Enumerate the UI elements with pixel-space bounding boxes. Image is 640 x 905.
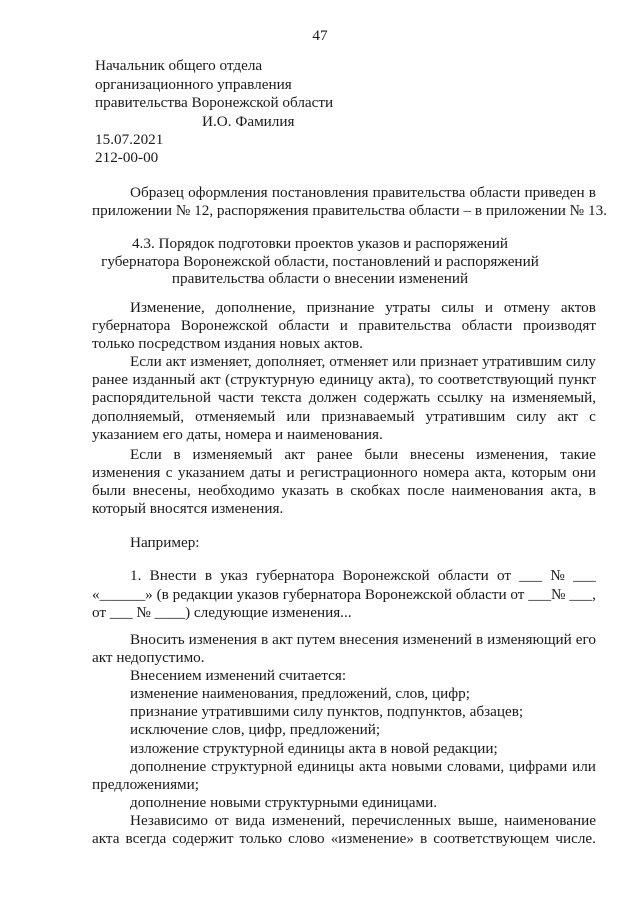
paragraph-line: только посредством издания новых актов.: [92, 335, 363, 352]
paragraph-line: [130, 812, 596, 830]
word: признает: [420, 353, 479, 370]
word: единицу: [319, 371, 374, 389]
word: или: [392, 353, 417, 370]
word: дополняет,: [255, 353, 326, 370]
word: были: [364, 446, 399, 463]
word: скобках: [350, 482, 401, 499]
word: акт: [272, 631, 293, 648]
signature-position-line: правительства Воронежской области: [95, 94, 334, 111]
word: Независимо: [130, 812, 209, 829]
list-item: дополнение новыми структурными единицами.: [130, 794, 437, 811]
word: правительства: [372, 184, 466, 201]
word: ранее: [316, 446, 353, 463]
word: словами,: [447, 758, 505, 775]
word: то: [419, 371, 434, 389]
word: в: [476, 631, 484, 648]
paragraph-line: указанием его даты, номера и наименования.: [92, 425, 383, 443]
word: приведен: [524, 184, 585, 201]
word: изменений,: [271, 812, 346, 829]
word: Изменение,: [130, 299, 205, 316]
word: от: [496, 567, 512, 584]
word: «______»: [92, 585, 153, 603]
word: наименование: [504, 812, 596, 829]
word: необходимо: [197, 482, 275, 499]
word: путем: [296, 631, 336, 648]
word: изменения: [92, 464, 161, 481]
word: Воронежской: [180, 317, 268, 334]
word: соответствующий: [437, 371, 554, 389]
word: текста: [260, 389, 302, 407]
word: Образец: [130, 184, 184, 201]
word: ___№: [528, 585, 566, 603]
word: и: [286, 464, 295, 481]
paragraph-line: [130, 299, 596, 317]
word: признание: [306, 299, 375, 316]
paragraph-line: который вносятся изменения.: [92, 500, 284, 517]
word: после: [407, 482, 445, 499]
section-heading-line: губернатора Воронежской области, постановлений и распоряжений: [101, 252, 539, 270]
word: утратившим: [482, 353, 562, 370]
word: или: [572, 758, 596, 775]
word: дополнение,: [215, 299, 296, 316]
word: отмену: [503, 299, 550, 316]
word: губернатора: [256, 567, 335, 584]
word: Вносить: [130, 631, 185, 648]
section-heading-line: 4.3. Порядок подготовки проектов указов и распоряжений: [131, 235, 509, 252]
word: оформления: [188, 184, 268, 201]
paragraph-line: [92, 482, 596, 500]
word: Если: [130, 353, 162, 370]
word: отменяемый: [195, 407, 276, 425]
word: изданный: [132, 371, 196, 389]
word: от: [214, 812, 229, 829]
word: слово: [288, 830, 325, 847]
word: и: [339, 317, 348, 334]
word: отменяет: [329, 353, 389, 370]
word: производят: [522, 317, 596, 334]
paragraph-line: [92, 408, 596, 426]
word: в: [173, 446, 181, 463]
word: содержать: [363, 389, 431, 407]
paragraph-line: [92, 586, 596, 604]
word: акт: [557, 407, 579, 425]
word: от: [510, 585, 525, 603]
word: утраты: [385, 299, 431, 316]
word: силу: [516, 407, 547, 425]
word: ___: [519, 567, 543, 584]
page-number: 47: [312, 27, 328, 44]
list-item: признание утратившими силу пунктов, подпунктов, абзацев;: [130, 703, 524, 721]
word: (в: [156, 585, 169, 603]
word: акт: [284, 446, 305, 463]
word: в: [336, 482, 344, 499]
word: новыми: [391, 758, 443, 775]
word: с: [589, 407, 596, 425]
example-label: Например:: [130, 534, 200, 551]
word: распорядительной: [92, 389, 211, 407]
word: (структурную: [225, 371, 315, 389]
word: дополнение: [130, 758, 207, 775]
word: 1.: [130, 567, 142, 584]
sample-note-line: [130, 184, 596, 202]
paragraph-line: [92, 317, 596, 335]
word: и: [484, 299, 493, 316]
word: области: [461, 317, 513, 334]
word: с: [165, 464, 173, 481]
paragraph-line: [130, 446, 596, 464]
word: губернатора: [92, 317, 171, 334]
word: в: [420, 830, 428, 847]
word: только: [239, 830, 283, 847]
word: области: [455, 585, 507, 603]
paragraph-line: Внесением изменений считается:: [130, 667, 347, 684]
word: были: [92, 482, 126, 499]
list-item: изложение структурной единицы акта в новой редакции;: [130, 739, 498, 757]
word: акта: [92, 830, 120, 847]
word: на: [490, 389, 506, 407]
word: силы: [441, 299, 474, 316]
word: или: [286, 407, 311, 425]
word: указать: [281, 482, 330, 499]
word: акта,: [474, 464, 506, 481]
word: числе.: [555, 830, 596, 847]
word: акта: [359, 758, 387, 775]
word: соответствующем: [433, 830, 550, 847]
word: в: [588, 184, 596, 201]
word: дополняемый,: [92, 407, 185, 425]
word: ___: [573, 567, 596, 584]
word: содержит: [172, 830, 234, 847]
word: акт: [200, 371, 221, 389]
word: №: [550, 567, 565, 584]
word: редакции: [172, 585, 233, 603]
paragraph-line: [92, 371, 596, 389]
word: изменений: [402, 631, 473, 648]
word: структурной: [211, 758, 293, 775]
word: силу: [565, 353, 596, 370]
word: его: [575, 631, 596, 648]
word: пункт: [558, 371, 596, 389]
word: цифрами: [509, 758, 568, 775]
word: акта,: [550, 482, 582, 499]
word: в: [260, 631, 269, 648]
paragraph-line: [130, 567, 596, 585]
word: постановления: [271, 184, 369, 201]
sample-note-line: приложении № 12, распоряжения правительства области – в приложении № 13.: [92, 202, 607, 219]
signature-date: 15.07.2021: [95, 131, 164, 148]
word: всегда: [125, 830, 167, 847]
paragraph-line: [92, 464, 596, 482]
word: внесены,: [132, 482, 191, 499]
word: правительства: [358, 317, 452, 334]
word: изменяет,: [190, 353, 252, 370]
paragraph-line: [130, 353, 596, 371]
word: регистрационного: [299, 464, 418, 481]
word: Воронежской: [342, 567, 430, 584]
paragraph-line: [130, 758, 596, 776]
word: ссылку: [437, 389, 484, 407]
word: номера: [423, 464, 470, 481]
paragraph-line: [92, 389, 596, 407]
paragraph-line: предложениями;: [92, 776, 200, 793]
word: области: [469, 184, 521, 201]
word: внесены: [409, 446, 465, 463]
signature-position-line: организационного управления: [95, 75, 292, 93]
word: актов: [560, 299, 596, 316]
word: изменяемый,: [512, 389, 596, 407]
signature-name: И.О. Фамилия: [202, 113, 295, 130]
paragraph-line: акт недопустимо.: [92, 649, 205, 666]
word: части: [218, 389, 254, 407]
word: единицы: [297, 758, 355, 775]
word: вида: [235, 812, 266, 829]
word: признаваемый: [321, 407, 415, 425]
list-item: исключение слов, цифр, предложений;: [130, 721, 381, 739]
word: указ: [220, 567, 248, 584]
word: внесения: [339, 631, 399, 648]
word: в: [204, 567, 212, 584]
word: изменения: [188, 631, 257, 648]
word: такие: [560, 446, 596, 463]
word: они: [572, 464, 596, 481]
word: Если: [130, 446, 162, 463]
signature-position-line: Начальник общего отдела: [95, 57, 263, 74]
word: указов: [236, 585, 279, 603]
paragraph-line: [92, 830, 596, 848]
word: акт: [165, 353, 187, 370]
list-item: изменение наименования, предложений, слов, цифр;: [130, 685, 470, 702]
signature-phone: 212-00-00: [95, 149, 159, 166]
word: выше,: [457, 812, 498, 829]
word: указанием: [177, 464, 245, 481]
word: ранее: [92, 371, 128, 389]
word: губернатора: [282, 585, 362, 603]
word: Воронежской: [364, 585, 452, 603]
word: изменения,: [476, 446, 549, 463]
word: даты: [250, 464, 282, 481]
word: изменяющий: [487, 631, 572, 648]
word: которым: [511, 464, 567, 481]
word: области: [437, 567, 489, 584]
word: изменяемый: [192, 446, 273, 463]
word: в: [588, 482, 596, 499]
word: «изменение»: [330, 830, 415, 847]
paragraph-line: [130, 631, 596, 649]
word: утратившим: [425, 407, 506, 425]
section-heading-line: правительства области о внесении изменений: [171, 270, 469, 287]
word: области: [278, 317, 330, 334]
word: Внести: [149, 567, 197, 584]
word: наименования: [451, 482, 544, 499]
word: акта),: [378, 371, 415, 389]
word: ___,: [569, 585, 596, 603]
word: перечисленных: [351, 812, 452, 829]
paragraph-line: от ___ № ____) следующие изменения...: [92, 604, 352, 621]
word: должен: [308, 389, 357, 407]
